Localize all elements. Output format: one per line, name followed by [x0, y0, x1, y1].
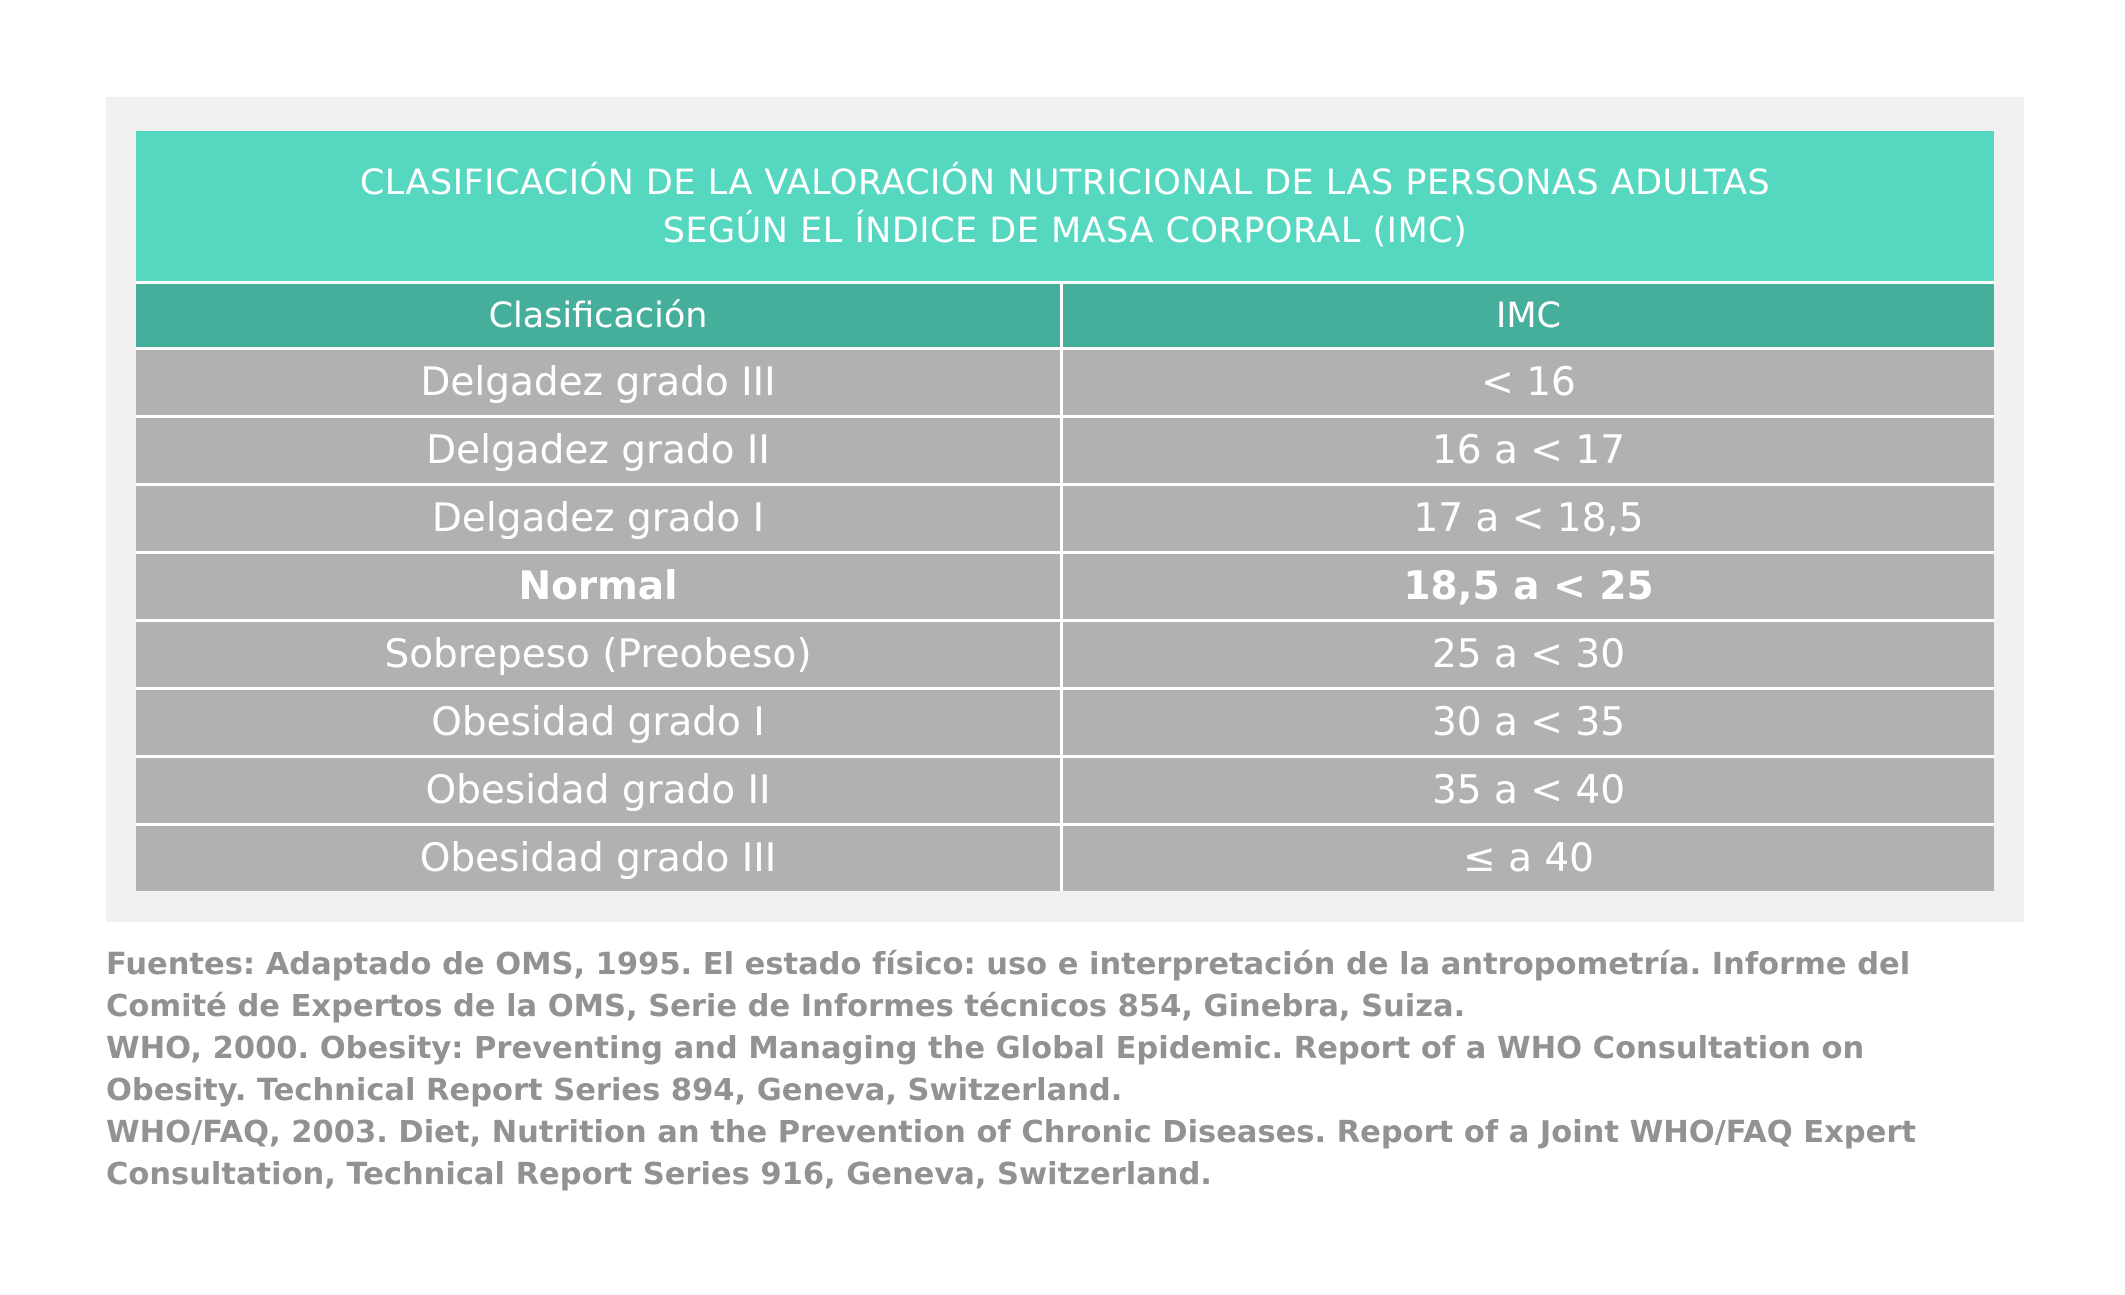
sources-line: WHO/FAQ, 2003. Diet, Nutrition an the Prevention of Chronic Diseases. Report of a Joint WHO/FAQ Expert [106, 1115, 1916, 1150]
sources-line: Consultation, Technical Report Series 916, Geneva, Switzerland. [106, 1157, 1212, 1192]
imc-cell: ≤ a 40 [1063, 826, 1994, 891]
imc-cell: 16 a < 17 [1063, 418, 1994, 483]
column-header-classification: Clasificación [136, 284, 1063, 347]
sources-line: WHO, 2000. Obesity: Preventing and Managing the Global Epidemic. Report of a WHO Consultation on [106, 1031, 1865, 1066]
table-header-row [136, 281, 1994, 347]
imc-cell: 17 a < 18,5 [1063, 486, 1994, 551]
table-row [136, 619, 1994, 687]
table-row [136, 755, 1994, 823]
sources-line: Comité de Expertos de la OMS, Serie de Informes técnicos 854, Ginebra, Suiza. [106, 989, 1466, 1024]
classification-cell: Normal [136, 554, 1063, 619]
classification-cell: Sobrepeso (Preobeso) [136, 622, 1063, 687]
column-header-imc: IMC [1063, 284, 1994, 347]
sources-note [106, 944, 2066, 1196]
classification-cell: Obesidad grado III [136, 826, 1063, 891]
table-row [136, 483, 1994, 551]
table-row [136, 687, 1994, 755]
classification-cell: Obesidad grado I [136, 690, 1063, 755]
table-title-line-2: SEGÚN EL ÍNDICE DE MASA CORPORAL (IMC) [662, 211, 1468, 251]
imc-cell: 30 a < 35 [1063, 690, 1994, 755]
table-title-line-1: CLASIFICACIÓN DE LA VALORACIÓN NUTRICIONAL DE LAS PERSONAS ADULTAS [359, 163, 1771, 203]
table-title [136, 131, 1994, 281]
imc-cell: 25 a < 30 [1063, 622, 1994, 687]
table-row-normal [136, 551, 1994, 619]
classification-cell: Delgadez grado II [136, 418, 1063, 483]
classification-cell: Obesidad grado II [136, 758, 1063, 823]
sources-line: Obesity. Technical Report Series 894, Geneva, Switzerland. [106, 1073, 1123, 1108]
imc-cell: 18,5 a < 25 [1063, 554, 1994, 619]
imc-classification-table [136, 131, 1994, 891]
imc-cell: < 16 [1063, 350, 1994, 415]
imc-cell: 35 a < 40 [1063, 758, 1994, 823]
table-row [136, 823, 1994, 891]
classification-cell: Delgadez grado III [136, 350, 1063, 415]
sources-line: Fuentes: Adaptado de OMS, 1995. El estado físico: uso e interpretación de la antropometría. Informe del [106, 947, 1911, 982]
table-row [136, 347, 1994, 415]
classification-cell: Delgadez grado I [136, 486, 1063, 551]
table-row [136, 415, 1994, 483]
